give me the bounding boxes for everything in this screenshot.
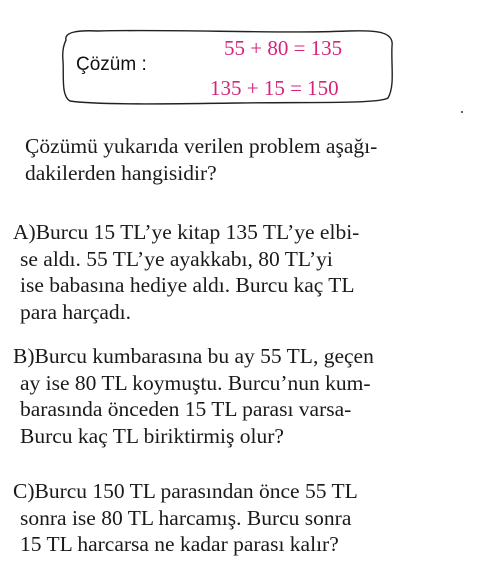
option-b-line: Burcu kaç TL biriktirmiş olur? [20, 423, 284, 448]
option-a-line: Burcu 15 TL’ye kitap 135 TL’ye elbi- [35, 220, 360, 244]
option-a[interactable] [13, 219, 359, 325]
option-c[interactable] [13, 478, 358, 558]
option-c-line: sonra ise 80 TL harcamış. Burcu sonra [20, 505, 352, 530]
option-b-letter: B) [13, 344, 35, 368]
option-a-letter: A) [13, 220, 36, 244]
solution-label: Çözüm : [76, 54, 147, 75]
option-a-line: ise babasına hediye aldı. Burcu kaç TL [20, 273, 355, 297]
option-b[interactable] [13, 343, 374, 449]
stray-dot [461, 111, 463, 113]
option-b-line: Burcu kumbarasına bu ay 55 TL, geçen [34, 344, 374, 368]
question-line: dakilerden hangisidir? [25, 160, 217, 185]
solution-equation-2: 135 + 15 = 150 [210, 76, 339, 100]
question-line: Çözümü yukarıda verilen problem aşağı- [25, 134, 378, 158]
option-a-line: se aldı. 55 TL’ye ayakkabı, 80 TL’yi [20, 246, 333, 271]
solution-equation-1: 55 + 80 = 135 [224, 36, 343, 60]
option-b-line: barasında önceden 15 TL parası varsa- [20, 397, 352, 421]
option-c-line: 15 TL harcarsa ne kadar parası kalır? [20, 532, 339, 556]
option-c-letter: C) [13, 479, 35, 503]
solution-box [58, 26, 398, 106]
option-c-line: Burcu 150 TL parasından önce 55 TL [34, 479, 358, 503]
option-b-line: ay ise 80 TL koymuştu. Burcu’nun kum- [20, 370, 371, 395]
option-a-line: para harçadı. [20, 299, 132, 324]
question-text [25, 133, 377, 186]
